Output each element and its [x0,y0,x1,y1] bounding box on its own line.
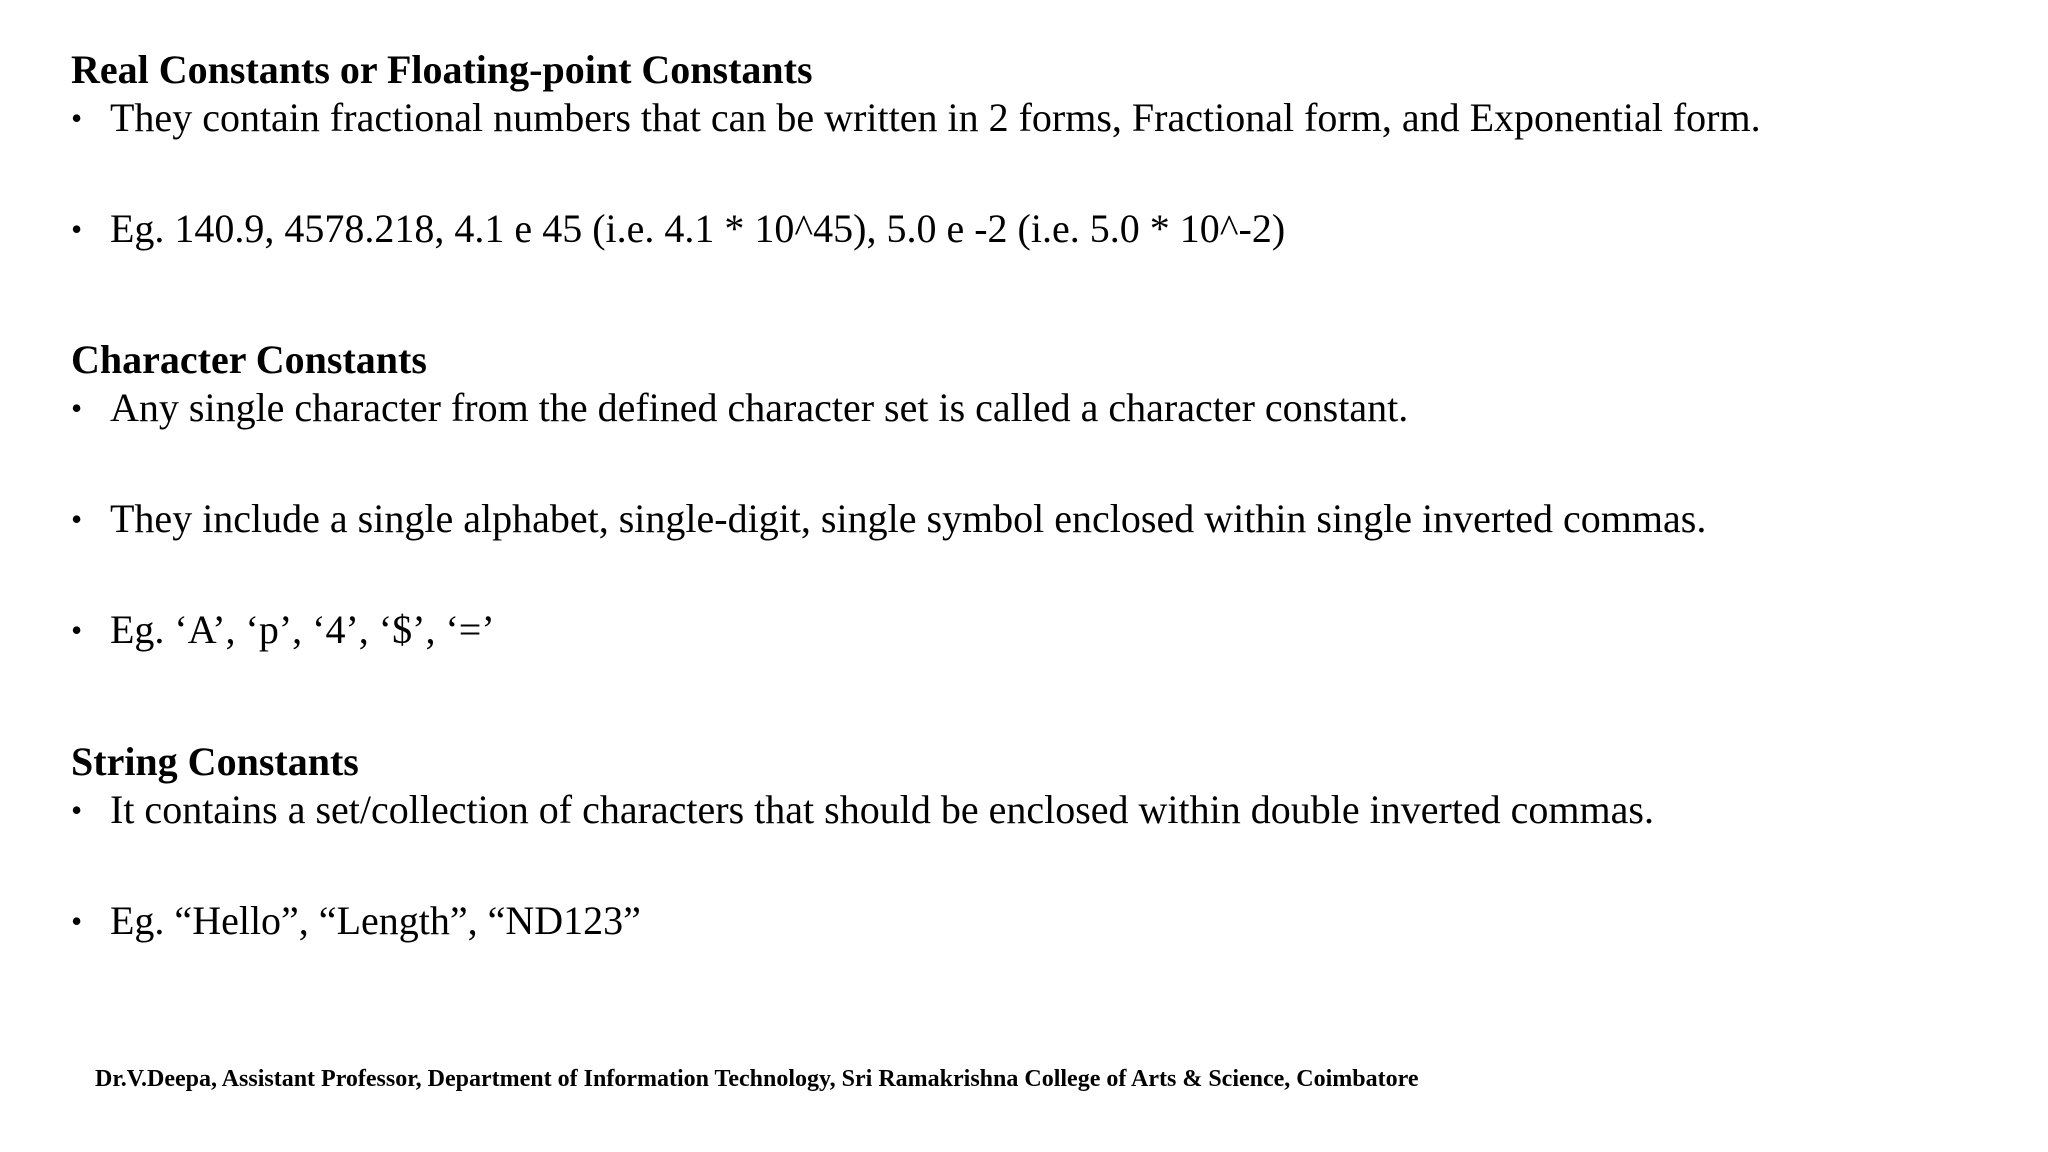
bullet-text: They include a single alphabet, single-digit, single symbol enclosed within single inverted commas. [110,496,1707,541]
bullet-text: Eg. 140.9, 4578.218, 4.1 e 45 (i.e. 4.1 * 10^45), 5.0 e -2 (i.e. 5.0 * 10^-2) [110,206,1286,251]
bullet-dot-icon: • [71,792,83,828]
bullet-dot-icon: • [71,501,83,537]
bullet-dot-icon: • [71,100,83,136]
bullet-dot-icon: • [71,903,83,939]
bullet-item [71,495,2001,543]
bullet-item [71,786,2001,834]
bullet-item [71,897,2001,945]
section-real-constants [71,46,2001,253]
footer-author-credit: Dr.V.Deepa, Assistant Professor, Department of Information Technology, Sri Ramakrishna College of Arts & Science, Coimbatore [95,1066,1419,1092]
bullet-dot-icon: • [71,390,83,426]
bullet-item [71,94,2001,142]
bullet-list-character-constants [71,384,2001,654]
section-character-constants [71,336,2001,654]
bullet-item [71,384,2001,432]
section-string-constants [71,738,2001,945]
bullet-dot-icon: • [71,612,83,648]
bullet-list-real-constants [71,94,2001,253]
bullet-text: Any single character from the defined character set is called a character constant. [110,385,1409,430]
bullet-text: Eg. “Hello”, “Length”, “ND123” [110,898,641,943]
heading-string-constants: String Constants [71,739,359,784]
bullet-dot-icon: • [71,211,83,247]
bullet-item [71,205,2001,253]
heading-character-constants: Character Constants [71,337,427,382]
bullet-text: It contains a set/collection of characters that should be enclosed within double inverted commas. [110,787,1654,832]
bullet-text: They contain fractional numbers that can be written in 2 forms, Fractional form, and Exponential form. [110,95,1761,140]
heading-real-constants: Real Constants or Floating-point Constants [71,47,813,92]
bullet-list-string-constants [71,786,2001,945]
bullet-item [71,606,2001,654]
bullet-text: Eg. ‘A’, ‘p’, ‘4’, ‘$’, ‘=’ [110,607,495,652]
